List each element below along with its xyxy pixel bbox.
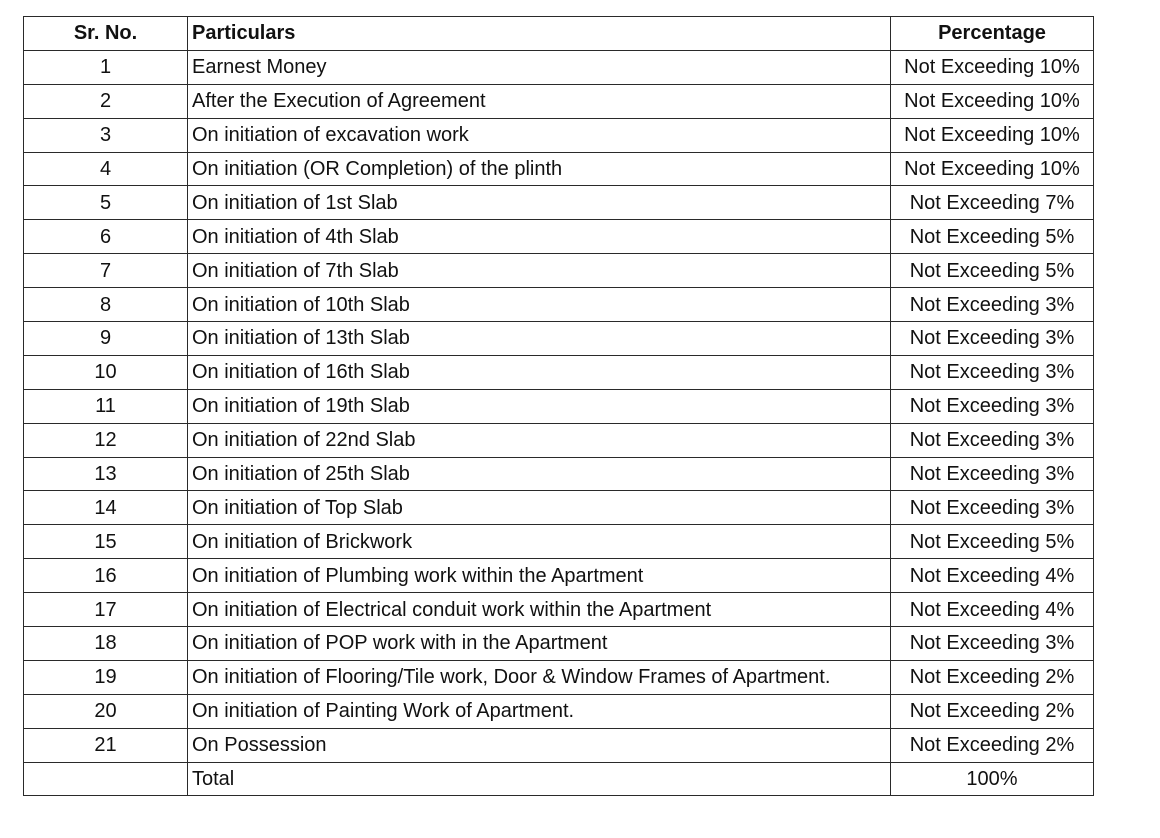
table-row [24,118,1094,152]
percentage-cell: Not Exceeding 3% [891,288,1094,322]
sr-no-cell: 13 [24,457,188,491]
percentage-cell: Not Exceeding 2% [891,728,1094,762]
particulars-cell: On initiation of 4th Slab [188,220,891,254]
header-particulars: Particulars [188,17,891,51]
particulars-cell: On initiation of 1st Slab [188,186,891,220]
table-row [24,491,1094,525]
sr-no-cell: 2 [24,84,188,118]
header-sr-no: Sr. No. [24,17,188,51]
table-row [24,423,1094,457]
table-row [24,355,1094,389]
table-row [24,694,1094,728]
percentage-cell: Not Exceeding 2% [891,694,1094,728]
sr-no-cell: 12 [24,423,188,457]
sr-no-cell: 17 [24,593,188,627]
percentage-cell: Not Exceeding 2% [891,660,1094,694]
table-row [24,627,1094,661]
sr-no-cell: 9 [24,322,188,356]
payment-schedule-table [23,16,1094,796]
percentage-cell: Not Exceeding 5% [891,220,1094,254]
sr-no-cell: 3 [24,118,188,152]
percentage-cell: Not Exceeding 10% [891,152,1094,186]
percentage-cell: Not Exceeding 10% [891,84,1094,118]
sr-no-cell: 1 [24,50,188,84]
particulars-cell: On initiation of 10th Slab [188,288,891,322]
table-row [24,186,1094,220]
percentage-cell: Not Exceeding 3% [891,457,1094,491]
table-row [24,389,1094,423]
particulars-cell: On initiation of excavation work [188,118,891,152]
percentage-cell: Not Exceeding 3% [891,627,1094,661]
particulars-cell: On initiation of Top Slab [188,491,891,525]
particulars-cell: After the Execution of Agreement [188,84,891,118]
total-row [24,762,1094,796]
particulars-cell: On initiation of 22nd Slab [188,423,891,457]
table-row [24,152,1094,186]
particulars-cell: On initiation of 16th Slab [188,355,891,389]
particulars-cell: On initiation of Brickwork [188,525,891,559]
table-row [24,288,1094,322]
percentage-cell: Not Exceeding 7% [891,186,1094,220]
table-row [24,728,1094,762]
total-percentage: 100% [891,762,1094,796]
sr-no-cell: 14 [24,491,188,525]
particulars-cell: On initiation of POP work with in the Apartment [188,627,891,661]
sr-no-cell: 5 [24,186,188,220]
sr-no-cell: 20 [24,694,188,728]
particulars-cell: On initiation of 13th Slab [188,322,891,356]
table-body [24,50,1094,762]
percentage-cell: Not Exceeding 3% [891,491,1094,525]
particulars-cell: On initiation of 7th Slab [188,254,891,288]
total-label: Total [188,762,891,796]
percentage-cell: Not Exceeding 5% [891,254,1094,288]
particulars-cell: On initiation (OR Completion) of the plinth [188,152,891,186]
table-row [24,457,1094,491]
sr-no-cell: 4 [24,152,188,186]
particulars-cell: On initiation of Flooring/Tile work, Door & Window Frames of Apartment. [188,660,891,694]
payment-schedule [23,16,1094,796]
total-sr-cell [24,762,188,796]
table-row [24,660,1094,694]
sr-no-cell: 8 [24,288,188,322]
particulars-cell: On Possession [188,728,891,762]
sr-no-cell: 10 [24,355,188,389]
table-row [24,84,1094,118]
table-row [24,525,1094,559]
percentage-cell: Not Exceeding 3% [891,355,1094,389]
sr-no-cell: 15 [24,525,188,559]
table-row [24,50,1094,84]
sr-no-cell: 6 [24,220,188,254]
percentage-cell: Not Exceeding 4% [891,593,1094,627]
particulars-cell: On initiation of Painting Work of Apartment. [188,694,891,728]
percentage-cell: Not Exceeding 3% [891,389,1094,423]
sr-no-cell: 16 [24,559,188,593]
header-percentage: Percentage [891,17,1094,51]
particulars-cell: On initiation of 25th Slab [188,457,891,491]
table-row [24,220,1094,254]
percentage-cell: Not Exceeding 4% [891,559,1094,593]
table-row [24,593,1094,627]
sr-no-cell: 19 [24,660,188,694]
particulars-cell: Earnest Money [188,50,891,84]
particulars-cell: On initiation of Plumbing work within the Apartment [188,559,891,593]
table-row [24,322,1094,356]
percentage-cell: Not Exceeding 5% [891,525,1094,559]
percentage-cell: Not Exceeding 3% [891,423,1094,457]
particulars-cell: On initiation of Electrical conduit work within the Apartment [188,593,891,627]
percentage-cell: Not Exceeding 10% [891,118,1094,152]
sr-no-cell: 18 [24,627,188,661]
sr-no-cell: 21 [24,728,188,762]
percentage-cell: Not Exceeding 3% [891,322,1094,356]
sr-no-cell: 7 [24,254,188,288]
header-row [24,17,1094,51]
percentage-cell: Not Exceeding 10% [891,50,1094,84]
sr-no-cell: 11 [24,389,188,423]
table-row [24,559,1094,593]
table-row [24,254,1094,288]
particulars-cell: On initiation of 19th Slab [188,389,891,423]
